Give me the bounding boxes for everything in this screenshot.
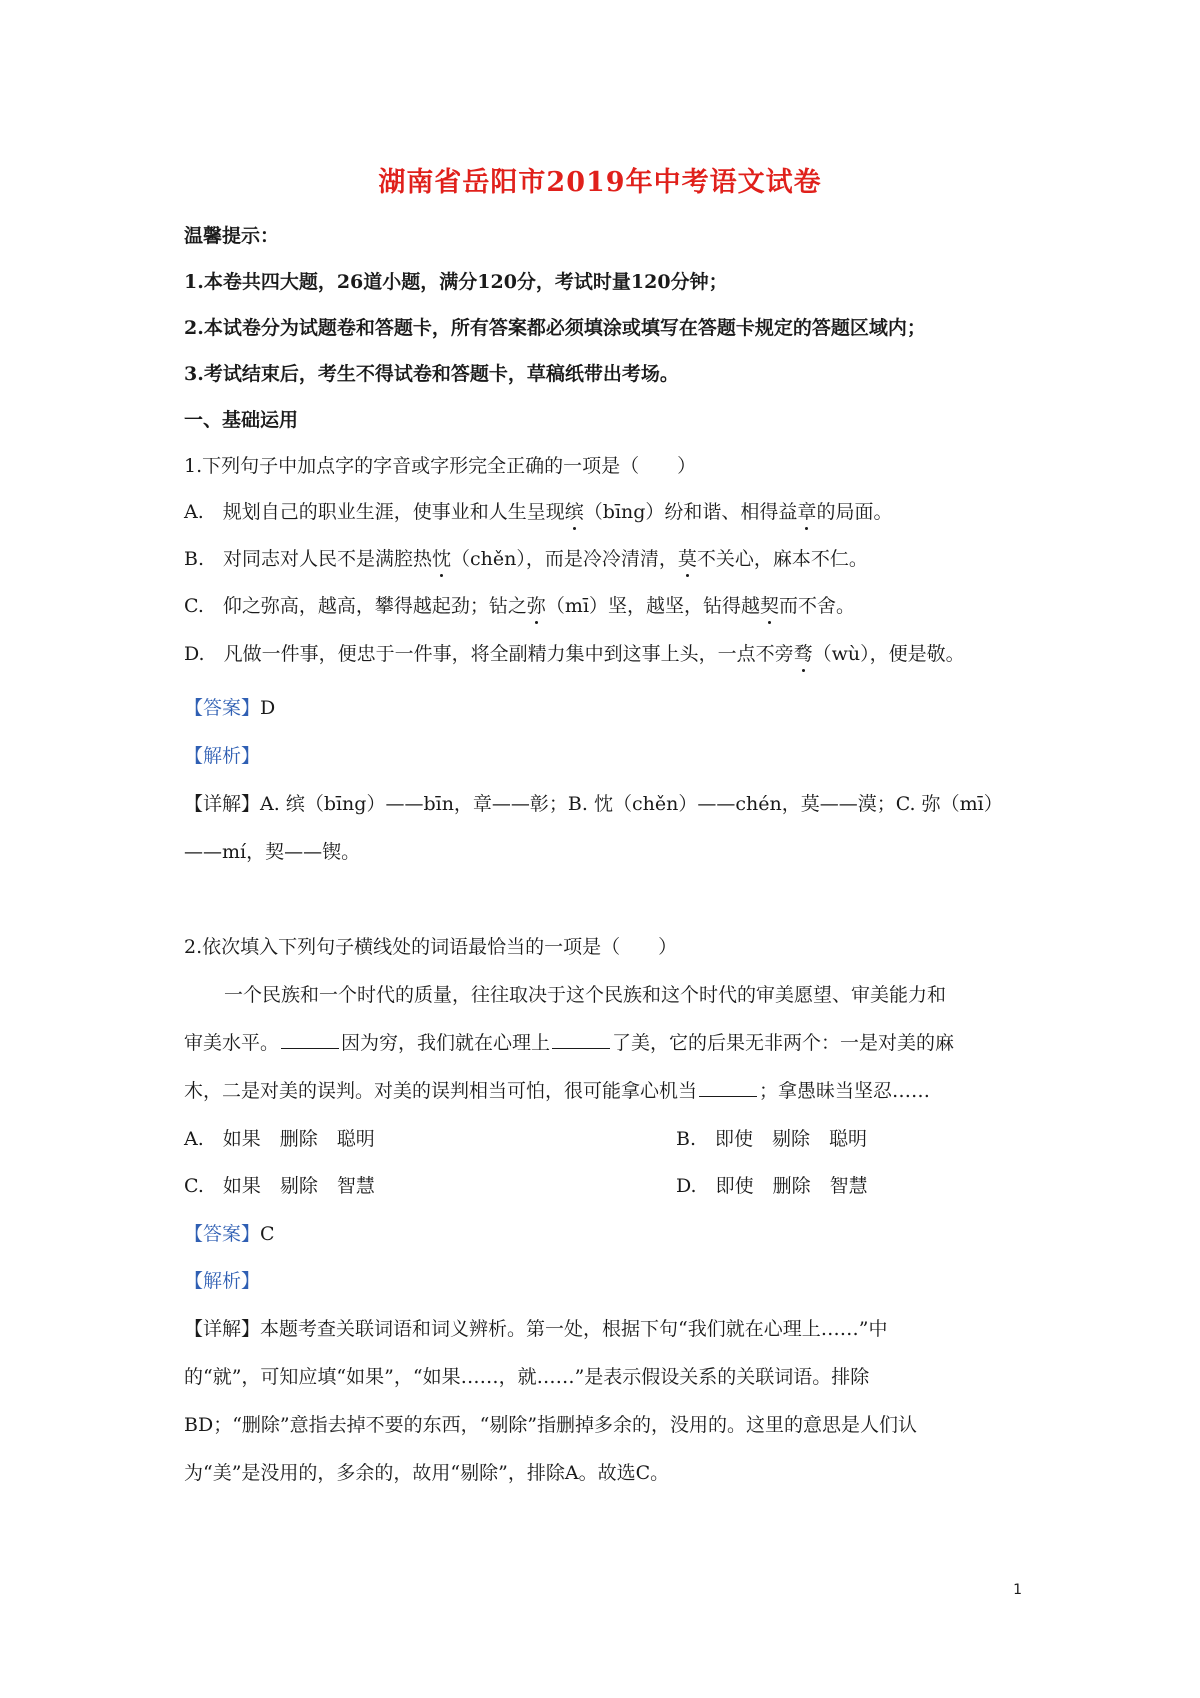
tips-heading: 温馨提示： — [184, 225, 280, 247]
dotted-char: 缤 — [564, 501, 584, 523]
fill-blank — [552, 1030, 610, 1049]
tip-1: 1.本卷共四大题，26道小题，满分120分，考试时量120分钟； — [184, 271, 728, 293]
answer-value: C — [260, 1223, 275, 1245]
detail-tag: 【详解】 — [184, 793, 261, 815]
q2-passage-3: 木，二是对美的误判。对美的误判相当可怕，很可能拿心机当 ；拿愚昧当坚忍…… — [184, 1080, 931, 1102]
q2-passage-2: 审美水平。 因为穷，我们就在心理上 了美，它的后果无非两个：一是对美的麻 — [184, 1032, 955, 1054]
q1-stem: 1.下列句子中加点字的字音或字形完全正确的一项是（ ） — [184, 455, 697, 477]
q2-option-d: D. 即使 删除 智慧 — [676, 1175, 868, 1197]
dotted-char: 骛 — [793, 643, 813, 665]
tip-2: 2.本试卷分为试题卷和答题卡，所有答案都必须填涂或填写在答题卡规定的答题区域内； — [184, 317, 926, 339]
q1-answer — [184, 694, 275, 722]
fill-blank — [699, 1078, 757, 1097]
page-number: 1 — [1013, 1582, 1022, 1598]
q2-detail-3: BD；“删除”意指去掉不要的东西，“剔除”指删掉多余的，没用的。这里的意思是人们认 — [184, 1414, 918, 1436]
q2-option-c: C. 如果 剔除 智慧 — [184, 1175, 375, 1197]
q2-passage-1: 一个民族和一个时代的质量，往往取决于这个民族和这个时代的审美愿望、审美能力和 — [224, 984, 947, 1006]
answer-tag: 【答案】 — [184, 1223, 261, 1245]
fill-blank — [281, 1030, 339, 1049]
section-heading: 一、基础运用 — [184, 409, 299, 431]
answer-tag: 【答案】 — [184, 697, 261, 719]
q1-option-d: D. 凡做一件事，便忠于一件事，将全副精力集中到这事上头，一点不旁骛（wù），便是敬。 — [184, 643, 965, 665]
q2-stem: 2.依次填入下列句子横线处的词语最恰当的一项是（ ） — [184, 936, 678, 958]
q2-answer — [184, 1220, 275, 1248]
q1-detail-1: 【详解】A. 缤（bīng）——bīn，章——彰；B. 忱（chěn）——chén，莫——漠；C. 弥（mī） — [184, 793, 1003, 815]
tip-3: 3.考试结束后，考生不得试卷和答题卡，草稿纸带出考场。 — [184, 363, 679, 385]
q2-analysis-tag: 【解析】 — [184, 1270, 261, 1292]
q2-detail-2: 的“就”，可知应填“如果”，“如果……，就……”是表示假设关系的关联词语。排除 — [184, 1366, 870, 1388]
detail-tag: 【详解】 — [184, 1318, 261, 1340]
q2-detail-1: 【详解】本题考查关联词语和词义辨析。第一处，根据下句“我们就在心理上……”中 — [184, 1318, 888, 1340]
dotted-char: 莫 — [677, 548, 697, 570]
q1-analysis-tag: 【解析】 — [184, 745, 261, 767]
answer-value: D — [260, 697, 276, 719]
q1-option-c: C. 仰之弥高，越高，攀得越起劲；钻之弥（mī）坚，越坚，钻得越契而不舍。 — [184, 595, 856, 617]
q2-detail-4: 为“美”是没用的，多余的，故用“剔除”，排除A。故选C。 — [184, 1462, 670, 1484]
q1-detail-2: ——mí，契——锲。 — [184, 841, 361, 863]
dotted-char: 弥 — [526, 595, 546, 617]
q2-option-b: B. 即使 剔除 聪明 — [676, 1128, 868, 1150]
q1-option-b: B. 对同志对人民不是满腔热忱（chěn），而是冷冷清清，莫不关心，麻本不仁。 — [184, 548, 868, 570]
dotted-char: 忱 — [432, 548, 452, 570]
q1-option-a: A. 规划自己的职业生涯，使事业和人生呈现缤（bīng）纷和谐、相得益章的局面。 — [184, 501, 893, 523]
page-title: 湖南省岳阳市2019年中考语文试卷 — [378, 167, 822, 198]
dotted-char: 章 — [797, 501, 817, 523]
q2-option-a: A. 如果 删除 聪明 — [184, 1128, 375, 1150]
dotted-char: 契 — [760, 595, 780, 617]
